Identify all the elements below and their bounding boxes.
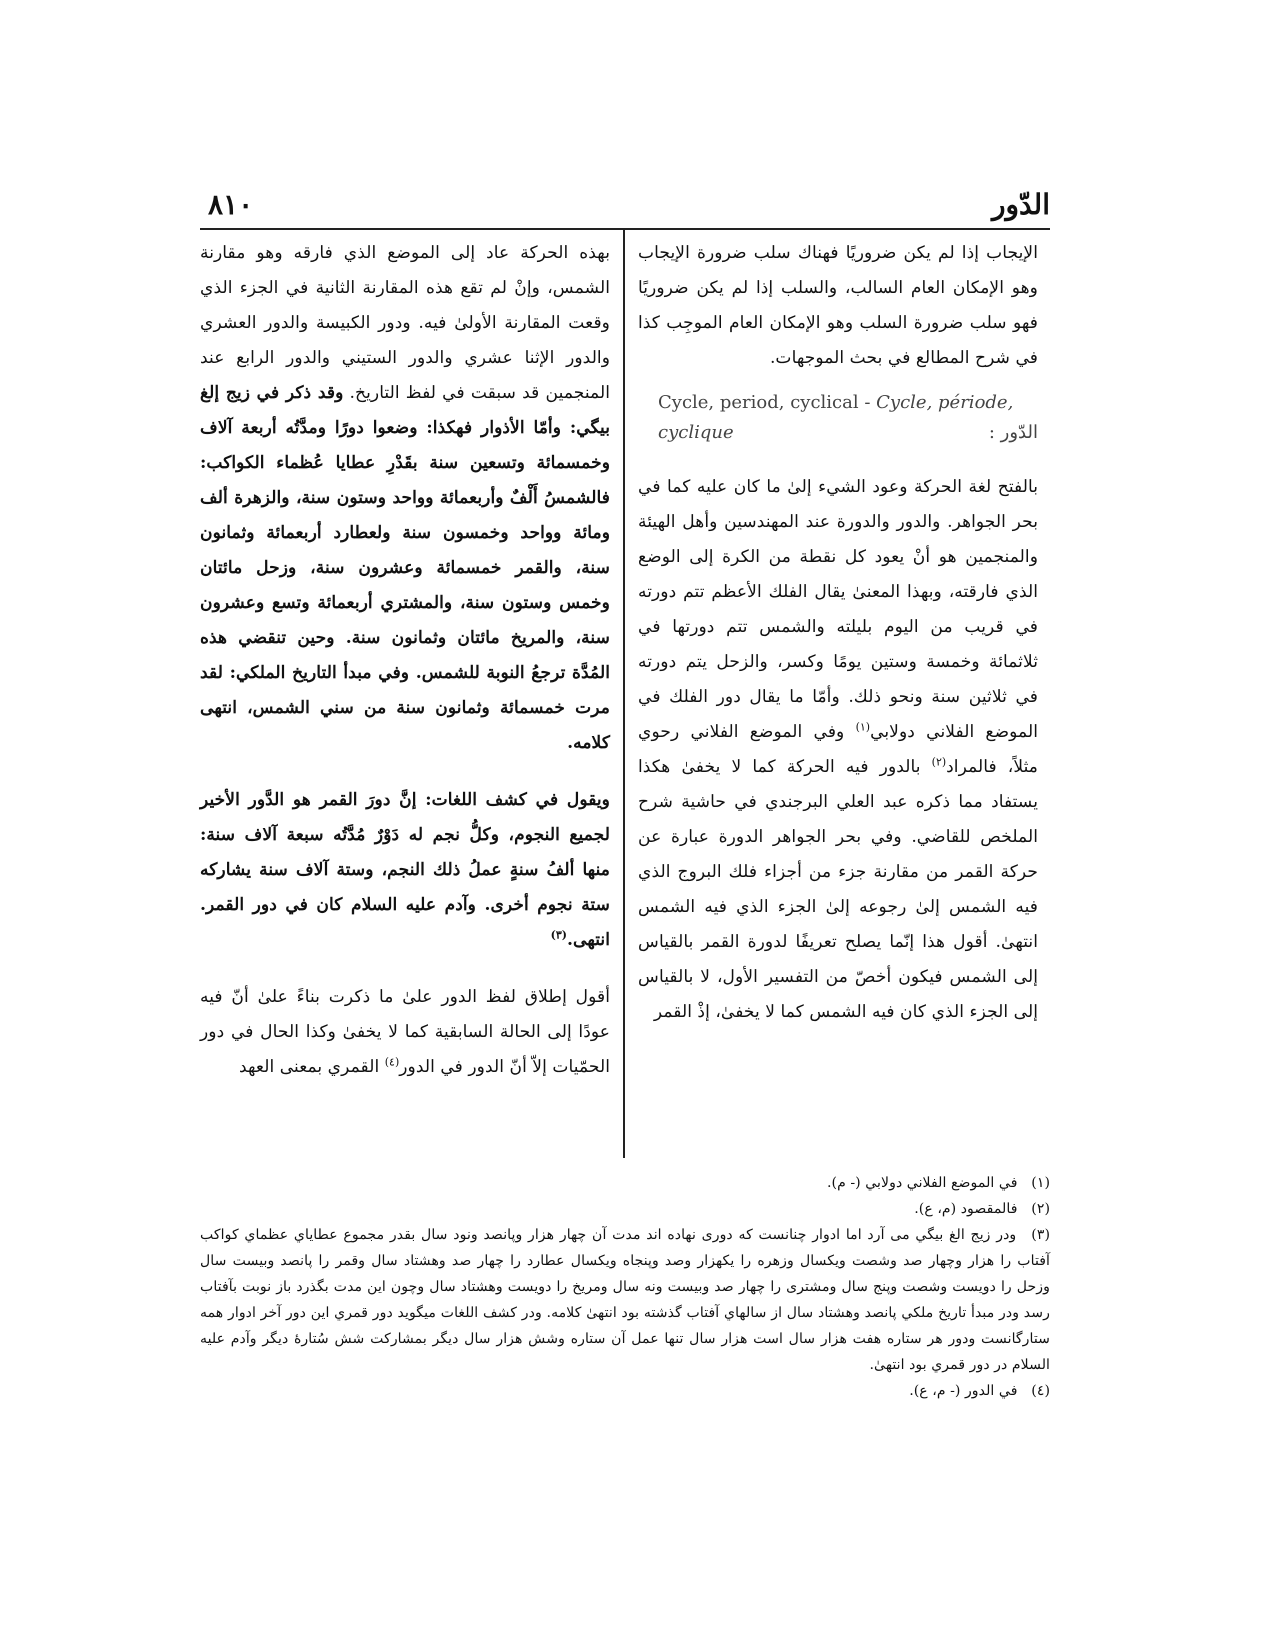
- headword-arabic: الدّور :: [988, 422, 1038, 443]
- footnote-text: في الموضع الفلاني دولابي (- م).: [827, 1175, 1018, 1191]
- left-column: [200, 236, 610, 1085]
- paragraph: [638, 470, 1038, 1030]
- page-header: [200, 185, 1050, 229]
- paragraph: الإيجاب إذا لم يكن ضروريًا فهناك سلب ضرورة الإيجاب وهو الإمكان العام السالب، والسلب إذا لم يكن ضروريًا فهو سلب ضرورة السلب وهو الإمكان العام الموجِب كذا في شرح المطالع في بحث الموجهات.: [638, 243, 1038, 368]
- footnote-text: فالمقصود (م، ع).: [914, 1201, 1018, 1217]
- right-column: [638, 236, 1038, 1030]
- footnote: [200, 1196, 1050, 1222]
- quoted-text: وقد ذكر في زيج إلغ بيگي: وأمّا الأذوار فهكذا: وضعوا دورًا ومدَّتُه أربعة آلاف وخمسمائة وتسعين سنة بقَدْرِ عطايا عُظماء الكواكب: فالشمسُ أَلْفٌ وأربعمائة وواحد وستون سنة، والزهرة ألف ومائة وواحد وخمسون سنة ولعطارد أربعمائة وثمانون سنة، والقمر خمسمائة وعشرون سنة، وزحل مائتان وخمس وستون سنة، والمشتري أربعمائة وتسع وعشرون سنة، والمريخ مائتان وثمانون سنة. وحين تنقضي هذه المُدَّة ترجعُ النوبة للشمس. وفي مبدأ التاريخ الملكي: لقد مرت خمسمائة وثمانون سنة من سني الشمس، انتهى كلامه.: [200, 383, 610, 753]
- text-run: بالدور فيه الحركة كما لا يخفىٰ هكذا يستفاد مما ذكره عبد العلي البرجندي في حاشية شرح الملخص للقاضي. وفي بحر الجواهر الدورة عبارة عن حركة القمر من مقارنة جزء من أجزاء فلك البروج الذي فيه الشمس إلىٰ رجوعه إلىٰ الجزء الذي فيه الشمس انتهىٰ. أقول هذا إنّما يصلح تعريفًا لدورة القمر بالقياس إلى الشمس فيكون أخصّ من التفسير الأول، لا بالقياس إلى الجزء الذي كان فيه الشمس كما لا يخفىٰ، إذْ القمر: [638, 757, 1038, 1022]
- text-run: وفي الموضع الفلاني رحوي مثلاً، فالمراد: [638, 722, 1038, 777]
- page-number: ٨١٠: [208, 188, 254, 221]
- footnote-number: (٤): [1031, 1383, 1050, 1399]
- quoted-text: ويقول في كشف اللغات: إنَّ دورَ القمر هو الدَّور الأخير لجميع النجوم، وكلُّ نجم له دَوْرٌ مُدَّتُه سبعة آلاف سنة: منها ألفُ سنةٍ عملُ ذلك النجم، وستة آلاف سنة يشاركه ستة نجوم أخرى. وآدم عليه السلام كان في دور القمر. انتهى.: [200, 790, 610, 950]
- footnote-ref: (٤): [384, 1055, 400, 1069]
- paragraph: [200, 980, 610, 1085]
- footnote-ref: (٢): [931, 755, 947, 769]
- footnote-number: (١): [1031, 1175, 1050, 1191]
- footnote: [200, 1170, 1050, 1196]
- header-rule: [200, 228, 1050, 230]
- running-head: الدّور: [991, 188, 1050, 221]
- footnotes: [200, 1170, 1050, 1404]
- footnote: [200, 1378, 1050, 1404]
- footnote-number: (٣): [1031, 1227, 1050, 1243]
- paragraph: [200, 236, 610, 761]
- text-run: بهذه الحركة عاد إلى الموضع الذي فارقه وهو مقارنة الشمس، وإنْ لم تقع هذه المقارنة الثانية في الجزء الذي وقعت المقارنة الأولىٰ فيه. ودور الكبيسة والدور العشري والدور الإثنا عشري والدور الستيني والدور الرابع عند المنجمين قد سبقت في لفظ التاريخ.: [200, 243, 610, 403]
- footnote-ref: (١): [855, 720, 871, 734]
- text-run: بالفتح لغة الحركة وعود الشيء إلىٰ ما كان عليه كما في بحر الجواهر. والدور والدورة عند المهندسين وأهل الهيئة والمنجمين هو أنْ يعود كل نقطة من الكرة إلى الوضع الذي فارقته، وبهذا المعنىٰ يقال الفلك الأعظم تتم دورته في قريب من اليوم بليلته والشمس تتم دورتها في ثلاثمائة وخمسة وستين يومًا وكسر، والزحل يتم دورته في ثلاثين سنة ونحو ذلك. وأمّا ما يقال دور الفلك في الموضع الفلاني دولابي: [638, 477, 1038, 742]
- headword-french: Cycle, période, cyclique: [658, 392, 1014, 443]
- footnote-ref: (٣): [550, 928, 568, 942]
- footnote-number: (٢): [1031, 1201, 1050, 1217]
- headword-english: Cycle, period, cyclical -: [658, 392, 877, 413]
- footnote: [200, 1222, 1050, 1378]
- column-divider: [623, 230, 625, 1158]
- entry-headword: [658, 388, 1038, 448]
- text-run: القمري بمعنى العهد: [238, 1057, 385, 1077]
- text-run: أقول إطلاق لفظ الدور علىٰ ما ذكرت بناءً علىٰ أنّ فيه عودًا إلى الحالة السابقية كما لا يخفىٰ وكذا الحال في دور الحمّيات إلاّ أنّ الدور في الدور: [200, 987, 610, 1077]
- footnote-text: في الدور (- م، ع).: [909, 1383, 1018, 1399]
- paragraph: [200, 783, 610, 958]
- footnote-text: ودر زيج الغ بيگي مى آرد اما ادوار چنانست كه دورى نهاده اند مدت آن چهار هزار وپانصد ونود سال بقدر مجموع عطاياي عظماي كواكب آفتاب را هزار وچهار صد وشصت ويكسال وزهره را يكهزار وصد وپنجاه ويكسال عطارد را چهار صد وهشتاد سال وقمر را پانصد وبيست سال وزحل را دويست وشصت وپنج سال ومشترى را چهار صد وبيست ونه سال ومريخ را دويست وهشتاد سال وچون اين مدت بگذرد باز نوبت بآفتاب رسد ودر مبدأ تاريخ ملكي پانصد وهشتاد سال از سالهاي آفتاب گذشته بود انتهىٰ كلامه. ودر كشف اللغات ميگويد دور قمري اين دور آخر ادوار همه ستارگانست ودور هر ستاره هفت هزار سال است هزار سال تنها عمل آن ستاره وشش هزار سال ديگر بمشاركت شش سُتارۀ ديگر وآدم عليه السلام در دور قمري بود انتهىٰ.: [200, 1227, 1050, 1373]
